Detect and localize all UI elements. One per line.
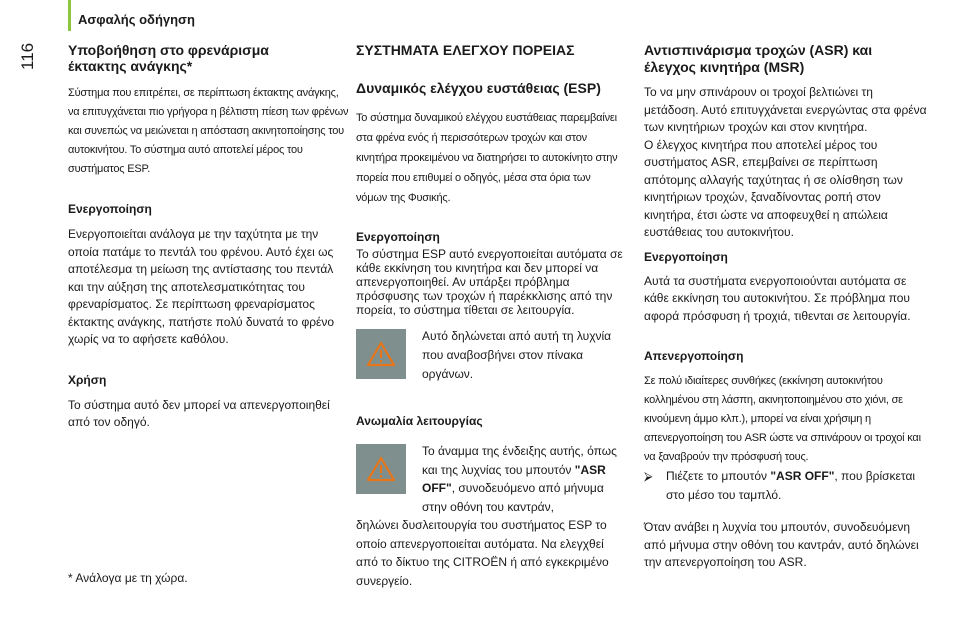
use-heading: Χρήση xyxy=(68,372,107,387)
fault-warning-icon xyxy=(356,444,406,494)
column-emergency-braking xyxy=(68,42,352,585)
asr-title-line-1: Αντισπινάρισμα τροχών (ASR) και xyxy=(644,42,873,58)
fault-text-a: Το άναμμα της ένδειξης αυτής, όπως και της λυχνίας του μπουτόν xyxy=(422,444,617,477)
emergency-braking-title xyxy=(68,42,352,74)
fault-text-b: , συνοδευόμενο από μήνυμα στην οθόνη του καντράν, xyxy=(422,481,604,514)
esp-activation-heading: Ενεργοποίηση xyxy=(356,230,440,244)
fault-row xyxy=(356,444,624,516)
activation-heading: Ενεργοποίηση xyxy=(68,202,152,216)
esp-lamp-row xyxy=(356,329,624,384)
section-title: Ασφαλής οδήγηση xyxy=(78,12,195,27)
bullet-text-a: Πιέζετε το μπουτόν xyxy=(666,469,771,483)
asr-title-line-2: έλεγχος κινητήρα (MSR) xyxy=(644,59,805,75)
fault-text-1 xyxy=(422,442,624,516)
arrow-bullet-icon: ⮚ xyxy=(644,469,653,483)
asr-off-instruction-text xyxy=(666,467,930,505)
asr-closing-text: Όταν ανάβει η λυχνία του μπουτόν, συνοδευόμενη από μήνυμα στην οθόνη του καντράν, αυτό δηλώνει την απενεργοποίηση του ASR. xyxy=(644,520,919,569)
asr-off-instruction xyxy=(644,467,930,505)
esp-subtitle: Δυναμικός ελέγχου ευστάθειας (ESP) xyxy=(356,80,601,96)
asr-intro-2: Ο έλεγχος κινητήρα που αποτελεί μέρος του συστήματος ASR, επεμβαίνει σε περίπτωση απότομης αλλαγής ταχύτητας ή σε ολίσθηση των κινητήριων τροχών, ξαναδίνοντας ροπή στον κινητήρα, έτσι ώστε να αποφευχθεί η απώλεια ευστάθειας του αυτοκινήτου. xyxy=(644,137,903,239)
asr-off-button-label-2: "ASR OFF" xyxy=(770,469,835,483)
use-text: Το σύστημα αυτό δεν μπορεί να απενεργοποιηθεί από τον οδηγό. xyxy=(68,397,330,429)
asr-off-button-label: "ASR OFF" xyxy=(422,462,606,495)
column-asr xyxy=(644,42,930,572)
asr-activation-text: Αυτά τα συστήματα ενεργοποιούνται αυτόματα σε κάθε εκκίνηση του αυτοκινήτου. Σε πρόβλημα που αφορά πρόσφυση ή τροχιά, τιθενται σε λειτουργία. xyxy=(644,273,911,323)
page-number: 116 xyxy=(18,42,37,70)
esp-lamp-text: Αυτό δηλώνεται από αυτή τη λυχνία που αναβοσβήνει στον πίνακα οργάνων. xyxy=(422,329,612,381)
footnote: * Ανάλογα με τη χώρα. xyxy=(68,571,188,585)
fault-heading: Ανωμαλία λειτουργίας xyxy=(356,414,483,428)
asr-intro: Το να μην σπινάρουν οι τροχοί βελτιώνει τη μετάδοση. Αυτό επιτυγχάνεται ενεργώντας στα φρένα των κινητήριων τροχών και στον κινητήρα. xyxy=(644,85,927,134)
esp-intro: Το σύστημα δυναμικού ελέγχου ευστάθειας παρεμβαίνει στα φρένα ενός ή περισσότερων τροχών και στον κινητήρα προκειμένου να διατηρήσει το αυτοκίνητο στην πορεία που επιθυμεί ο οδηγός, μέσα στα όρια των νόμων της Φυσικής. xyxy=(356,112,618,204)
esp-activation-text: Το σύστημα ESP αυτό ενεργοποιείται αυτόματα σε κάθε εκκίνηση του κινητήρα και δεν μπορεί να απενεργοποιηθεί. Αν υπάρξει πρόβλημα πρόσφυσης των τροχών ή παρέκκλισης από την πορεία, το σύστημα τίθεται σε λειτουργία. xyxy=(356,247,623,317)
asr-activation-heading: Ενεργοποίηση xyxy=(644,249,728,264)
title-line-1: Υποβοήθηση στο φρενάρισμα xyxy=(68,42,269,58)
asr-deactivation-heading: Απενεργοποίηση xyxy=(644,349,744,363)
esp-warning-icon xyxy=(356,329,406,379)
asr-deactivation-text: Σε πολύ ιδιαίτερες συνθήκες (εκκίνηση αυτοκινήτου κολλημένου στη λάσπη, ακινητοποιημένου στο χιόνι, σε κινούμενη άμμο κλπ.), μπορεί να είναι χρήσιμη η απενεργοποίηση του ASR ώστε να σπινάρουν οι τροχοί και να ξαναβρούν την πρόσφυσή τους. xyxy=(644,375,921,463)
trajectory-control-title: ΣΥΣΤΗΜΑΤΑ ΕΛΕΓΧΟΥ ΠΟΡΕΙΑΣ xyxy=(356,42,575,58)
bullet-text-b: , που βρίσκεται στο μέσο του ταμπλό. xyxy=(666,469,916,502)
asr-title xyxy=(644,42,930,76)
section-accent-bar xyxy=(68,0,71,31)
activation-text: Ενεργοποιείται ανάλογα με την ταχύτητα με την οποία πατάμε το πεντάλ του φρένου. Αυτό έχει ως αποτέλεσμα τη μείωση της αντίστασης του πεντάλ και την αύξηση της αποτελεσματικότητας του φρεναρίσματος. Σε περίπτωση φρεναρίσματος έκτακτης ανάγκης, πατήστε πολύ δυνατά το φρένο χωρίς να το αφήσετε καθόλου. xyxy=(68,227,335,346)
title-line-2: έκτακτης ανάγκης* xyxy=(68,58,193,74)
column-esp xyxy=(356,42,624,590)
fault-text-2: δηλώνει δυσλειτουργία του συστήματος ESP το οποίο απενεργοποιείται αυτόματα. Να ελεγχθεί από το δίκτυο της CITROËN ή από εγκεκριμένο συνεργείο. xyxy=(356,518,609,588)
emergency-braking-intro: Σύστημα που επιτρέπει, σε περίπτωση έκτακτης ανάγκης, να επιτυγχάνεται πιο γρήγορα η βέλτιστη πίεση των φρένων και συνεπώς να μειώνεται η απόσταση ακινητοποίησης του αυτοκινήτου. Το σύστημα αυτό αποτελεί μέρος του συστήματος ESP. xyxy=(68,87,349,175)
